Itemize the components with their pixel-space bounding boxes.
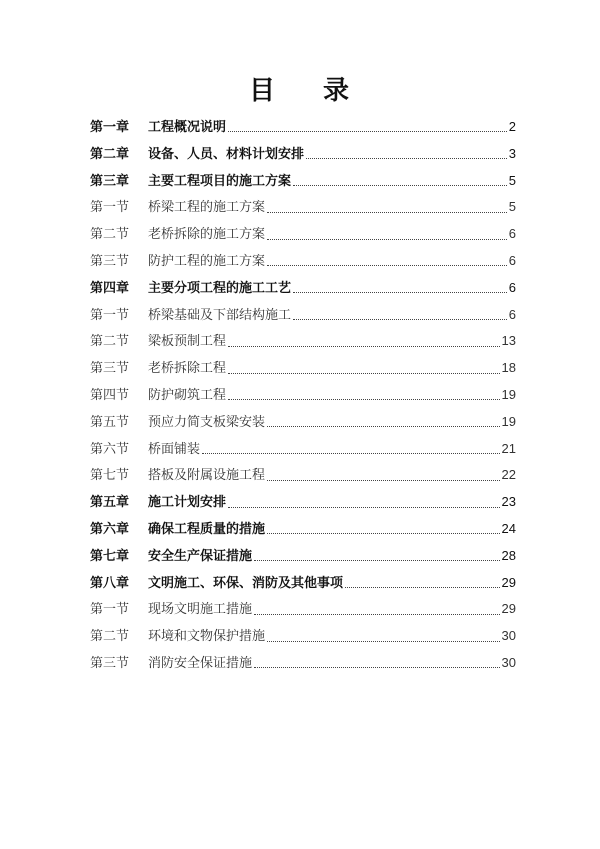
table-of-contents [90,114,516,677]
toc-entry-number: 第二节 [90,227,130,243]
toc-chapter-entry [90,516,516,543]
toc-entry-number: 第二章 [90,146,130,162]
toc-section-entry [90,355,516,382]
toc-entry-number: 第六章 [90,521,130,537]
toc-entry-label: 桥面铺装 [148,441,201,457]
toc-entry-label: 现场文明施工措施 [148,602,253,618]
toc-title-right: 录 [323,76,352,106]
toc-entry-label: 文明施工、环保、消防及其他事项 [148,575,344,591]
toc-entry-label: 老桥拆除的施工方案 [148,227,266,243]
toc-section-entry [90,248,516,275]
toc-entry-label: 主要分项工程的施工工艺 [148,280,292,296]
toc-entry-number: 第四节 [90,387,130,403]
toc-chapter-entry [90,489,516,516]
dot-leader [267,238,507,240]
toc-entry-label: 安全生产保证措施 [148,548,253,564]
toc-entry-label: 防护砌筑工程 [148,387,227,403]
toc-chapter-entry [90,275,516,302]
toc-entry-number: 第五章 [90,495,130,511]
toc-entry-page-number: 29 [501,574,516,590]
dot-leader [293,184,507,186]
toc-section-entry [90,382,516,409]
toc-entry-number: 第四章 [90,280,130,296]
toc-entry-number: 第二节 [90,629,130,645]
toc-entry-page-number: 19 [501,413,516,429]
toc-title-left: 目 [248,76,277,106]
toc-section-entry [90,596,516,623]
dot-leader [267,479,500,481]
toc-entry-number: 第七节 [90,468,130,484]
toc-entry-page-number: 5 [508,172,516,188]
toc-section-entry [90,462,516,489]
toc-entry-page-number: 6 [508,279,516,295]
toc-entry-number: 第三章 [90,173,130,189]
toc-entry-number: 第三节 [90,253,130,269]
toc-entry-label: 桥梁基础及下部结构施工 [148,307,292,323]
toc-entry-label: 梁板预制工程 [148,334,227,350]
toc-entry-page-number: 5 [508,199,516,215]
toc-entry-number: 第五节 [90,414,130,430]
dot-leader [293,318,507,320]
toc-entry-number: 第二节 [90,334,130,350]
toc-entry-label: 主要工程项目的施工方案 [148,173,292,189]
toc-entry-page-number: 23 [501,494,516,510]
toc-chapter-entry [90,570,516,597]
dot-leader [306,157,507,159]
dot-leader [254,666,500,668]
toc-entry-label: 工程概况说明 [148,120,227,135]
toc-entry-number: 第六节 [90,441,130,457]
toc-section-entry [90,650,516,677]
toc-entry-label: 搭板及附属设施工程 [148,468,266,484]
toc-entry-page-number: 18 [501,360,516,376]
toc-entry-number: 第一章 [90,120,130,135]
dot-leader [228,345,500,347]
toc-section-entry [90,623,516,650]
toc-entry-number: 第一节 [90,307,130,323]
dot-leader [267,425,500,427]
toc-entry-label: 设备、人员、材料计划安排 [148,146,305,162]
toc-chapter-entry [90,168,516,195]
toc-chapter-entry [90,114,516,141]
toc-entry-page-number: 6 [508,306,516,322]
toc-entry-page-number: 30 [501,628,516,644]
toc-chapter-entry [90,141,516,168]
dot-leader [293,291,507,293]
toc-section-entry [90,194,516,221]
dot-leader [267,264,507,266]
dot-leader [345,586,500,588]
dot-leader [267,211,507,213]
toc-entry-label: 消防安全保证措施 [148,655,253,671]
dot-leader [202,452,500,454]
toc-entry-number: 第七章 [90,548,130,564]
dot-leader [254,613,500,615]
toc-entry-page-number: 6 [508,252,516,268]
toc-entry-number: 第三节 [90,361,130,377]
toc-entry-number: 第三节 [90,655,130,671]
dot-leader [254,559,500,561]
dot-leader [228,130,507,132]
dot-leader [267,640,500,642]
toc-entry-label: 确保工程质量的措施 [148,521,266,537]
toc-entry-page-number: 24 [501,520,516,536]
toc-entry-page-number: 13 [501,333,516,349]
toc-chapter-entry [90,543,516,570]
toc-entry-page-number: 2 [508,119,516,134]
toc-entry-page-number: 28 [501,547,516,563]
toc-section-entry [90,328,516,355]
toc-entry-number: 第一节 [90,602,130,618]
toc-entry-label: 防护工程的施工方案 [148,253,266,269]
toc-entry-page-number: 19 [501,386,516,402]
dot-leader [228,506,500,508]
toc-entry-label: 桥梁工程的施工方案 [148,200,266,216]
toc-entry-page-number: 30 [501,654,516,670]
toc-entry-number: 第八章 [90,575,130,591]
toc-entry-label: 老桥拆除工程 [148,361,227,377]
toc-title [0,70,600,107]
toc-entry-page-number: 22 [501,467,516,483]
toc-entry-label: 预应力简支板梁安装 [148,414,266,430]
toc-entry-page-number: 21 [501,440,516,456]
dot-leader [228,398,500,400]
dot-leader [228,372,500,374]
toc-entry-page-number: 6 [508,226,516,242]
toc-entry-number: 第一节 [90,200,130,216]
toc-section-entry [90,221,516,248]
toc-section-entry [90,436,516,463]
toc-entry-label: 施工计划安排 [148,495,227,511]
toc-entry-page-number: 3 [508,145,516,161]
toc-entry-page-number: 29 [501,601,516,617]
dot-leader [267,532,500,534]
toc-entry-label: 环境和文物保护措施 [148,629,266,645]
toc-section-entry [90,302,516,329]
toc-section-entry [90,409,516,436]
